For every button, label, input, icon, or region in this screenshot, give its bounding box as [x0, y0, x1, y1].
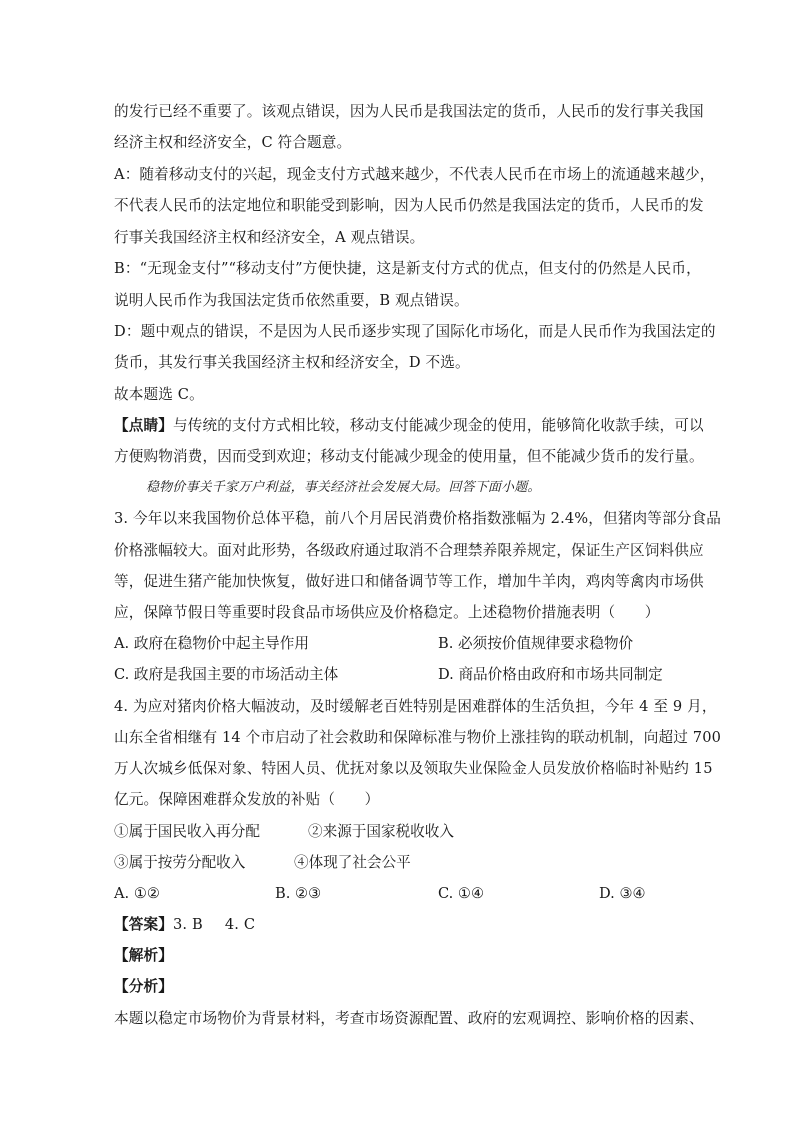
- fenxi-text: 本题以稳定市场物价为背景材料，考查市场资源配置、政府的宏观调控、影响价格的因素、: [114, 1010, 704, 1027]
- question-3-stem: 3. 今年以来我国物价总体平稳，前八个月居民消费价格指数涨幅为 2.4%，但猪肉等部分食品: [114, 510, 721, 527]
- question-3-stem: 等，促进生猪产能加快恢复，做好进口和储备调节等工作，增加牛羊肉，鸡肉等禽肉市场供: [114, 573, 704, 590]
- option-d-analysis: D：题中观点的错误，不是因为人民币逐步实现了国际化市场化，而是人民币作为我国法定的: [114, 323, 716, 340]
- question-4-stem: 万人次城乡低保对象、特困人员、优抚对象以及领取失业保险金人员发放价格临时补贴约 15: [114, 760, 713, 777]
- option-a-analysis: 行事关我国经济主权和经济安全，A 观点错误。: [114, 229, 425, 246]
- explanation-line: 经济主权和经济安全，C 符合题意。: [114, 134, 352, 151]
- q4-statement-3: ③属于按劳分配收入: [114, 854, 246, 871]
- answer-tag: 【答案】: [114, 916, 173, 933]
- q4-statement-2: ②来源于国家税收收入: [308, 823, 454, 840]
- q3-option-c[interactable]: C. 政府是我国主要的市场活动主体: [114, 666, 339, 683]
- group-intro: 稳物价事关千家万户利益，事关经济社会发展大局。回答下面小题。: [146, 480, 541, 495]
- question-3-stem: 价格涨幅较大。面对此形势，各级政府通过取消不合理禁养限养规定，保证生产区饲料供应: [114, 542, 704, 559]
- question-4-stem: 4. 为应对猪肉价格大幅波动，及时缓解老百姓特别是困难群体的生活负担，今年 4 至 9 月，: [114, 698, 717, 715]
- answer-q3: 3. B: [172, 916, 203, 933]
- question-3-stem: 应，保障节假日等重要时段食品市场供应及价格稳定。上述稳物价措施表明（ ）: [114, 604, 660, 621]
- q3-option-b[interactable]: B. 必须按价值规律要求稳物价: [438, 635, 634, 652]
- analysis-heading: 【解析】: [114, 947, 173, 964]
- conclusion: 故本题选 C。: [114, 386, 204, 403]
- dianjing-line: 方便购物消费，因而受到欢迎；移动支付能减少现金的使用量，但不能减少货币的发行量。: [114, 448, 704, 465]
- q4-option-a[interactable]: A. ①②: [114, 885, 160, 902]
- option-a-analysis: 不代表人民币的法定地位和职能受到影响，因为人民币仍然是我国法定的货币，人民币的发: [114, 197, 704, 214]
- q3-option-a[interactable]: A. 政府在稳物价中起主导作用: [114, 635, 309, 652]
- q4-option-d[interactable]: D. ③④: [599, 885, 646, 902]
- q4-statement-4: ④体现了社会公平: [294, 854, 411, 871]
- fenxi-heading: 【分析】: [114, 978, 173, 995]
- option-b-analysis: 说明人民币作为我国法定货币依然重要，B 观点错误。: [114, 292, 469, 309]
- q4-option-c[interactable]: C. ①④: [438, 885, 485, 902]
- q3-option-d[interactable]: D. 商品价格由政府和市场共同制定: [438, 666, 663, 683]
- answer-line: [114, 915, 255, 935]
- dianjing-tag: 【点睛】: [114, 417, 173, 434]
- option-b-analysis: B：“无现金支付”“移动支付”方便快捷，这是新支付方式的优点，但支付的仍然是人民币，: [114, 260, 701, 277]
- q4-option-b[interactable]: B. ②③: [275, 885, 322, 902]
- question-4-stem: 亿元。保障困难群众发放的补贴（ ）: [114, 791, 380, 808]
- explanation-line: 的发行已经不重要了。该观点错误，因为人民币是我国法定的货币，人民币的发行事关我国: [114, 103, 704, 120]
- q4-statement-1: ①属于国民收入再分配: [114, 823, 260, 840]
- dianjing-text: 与传统的支付方式相比较，移动支付能减少现金的使用，能够简化收款手续，可以: [172, 417, 704, 434]
- answer-q4: 4. C: [224, 916, 256, 933]
- option-a-analysis: A：随着移动支付的兴起，现金支付方式越来越少，不代表人民币在市场上的流通越来越少，: [114, 166, 715, 183]
- dianjing-line: [114, 416, 704, 436]
- question-4-stem: 山东全省相继有 14 个市启动了社会救助和保障标准与物价上涨挂钩的联动机制，向超过 700: [114, 729, 722, 746]
- option-d-analysis: 货币，其发行事关我国经济主权和经济安全，D 不选。: [114, 354, 470, 371]
